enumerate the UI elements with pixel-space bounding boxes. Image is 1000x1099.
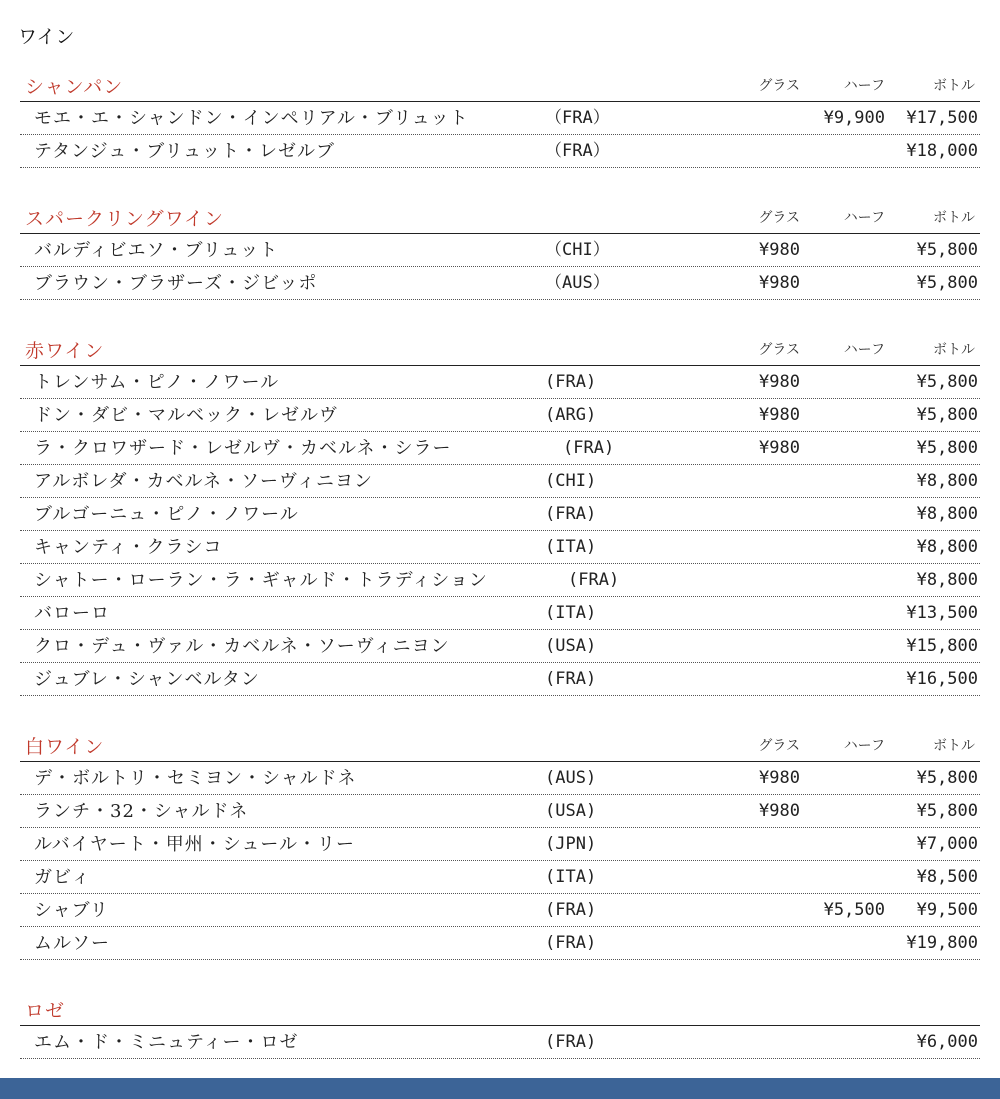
- price-bottle: ¥17,500: [906, 108, 978, 128]
- wine-country: (FRA): [545, 669, 597, 689]
- price-glass: ¥980: [759, 273, 800, 293]
- price-bottle: ¥18,000: [906, 141, 978, 161]
- wine-name: モエ・エ・シャンドン・インペリアル・ブリュット: [34, 108, 469, 129]
- page-title: ワイン: [18, 26, 75, 48]
- wine-row: [20, 597, 980, 630]
- wine-country: (ITA): [545, 537, 597, 557]
- section-rose: [20, 993, 980, 1059]
- price-glass: ¥980: [759, 405, 800, 425]
- wine-row: [20, 465, 980, 498]
- price-bottle: ¥5,800: [916, 438, 978, 458]
- footer-bar: [0, 1078, 1000, 1099]
- price-bottle: ¥5,800: [916, 768, 978, 788]
- price-bottle: ¥7,000: [916, 834, 978, 854]
- wine-name: デ・ボルトリ・セミヨン・シャルドネ: [34, 768, 357, 789]
- wine-row: [20, 894, 980, 927]
- wine-name: シャブリ: [34, 900, 109, 921]
- price-glass: ¥980: [759, 438, 800, 458]
- column-header-bottle: ボトル: [933, 738, 975, 754]
- wine-row: [20, 531, 980, 564]
- wine-row: [20, 564, 980, 597]
- wine-name: ドン・ダビ・マルベック・レゼルヴ: [34, 405, 338, 426]
- price-bottle: ¥8,800: [916, 471, 978, 491]
- column-header-half: ハーフ: [843, 738, 885, 754]
- section-title: シャンパン: [25, 76, 124, 98]
- wine-country: (AUS): [545, 768, 597, 788]
- section-white-wine: [20, 729, 980, 960]
- wine-name: バローロ: [34, 603, 110, 624]
- price-glass: ¥980: [759, 240, 800, 260]
- wine-row: [20, 135, 980, 168]
- wine-name: ムルソー: [34, 933, 110, 954]
- price-bottle: ¥15,800: [906, 636, 978, 656]
- price-bottle: ¥5,800: [916, 801, 978, 821]
- wine-country: (CHI): [545, 471, 597, 491]
- column-header-half: ハーフ: [843, 210, 885, 226]
- wine-country: （FRA）: [545, 108, 610, 128]
- column-header-glass: グラス: [758, 738, 800, 754]
- section-header: [20, 333, 980, 366]
- price-bottle: ¥8,800: [916, 504, 978, 524]
- wine-row: [20, 1026, 980, 1059]
- wine-name: ガビィ: [34, 867, 91, 888]
- price-half: ¥5,500: [823, 900, 885, 920]
- section-header: [20, 69, 980, 102]
- wine-row: [20, 762, 980, 795]
- wine-name: バルディビエソ・ブリュット: [34, 240, 279, 261]
- wine-country: (ITA): [545, 867, 597, 887]
- column-header-half: ハーフ: [843, 342, 885, 358]
- column-header-bottle: ボトル: [933, 342, 975, 358]
- column-header-glass: グラス: [758, 342, 800, 358]
- wine-row: [20, 498, 980, 531]
- wine-row: [20, 663, 980, 696]
- wine-name: テタンジュ・ブリュット・レゼルブ: [34, 141, 336, 162]
- price-glass: ¥980: [759, 801, 800, 821]
- section-header: [20, 201, 980, 234]
- wine-row: [20, 267, 980, 300]
- column-header-bottle: ボトル: [933, 210, 975, 226]
- column-header-bottle: ボトル: [933, 78, 975, 94]
- wine-name: トレンサム・ピノ・ノワール: [34, 372, 280, 393]
- price-glass: ¥980: [759, 372, 800, 392]
- price-bottle: ¥9,500: [916, 900, 978, 920]
- price-bottle: ¥6,000: [916, 1032, 978, 1052]
- wine-name: クロ・デュ・ヴァル・カベルネ・ソーヴィニヨン: [34, 636, 450, 657]
- price-glass: ¥980: [759, 768, 800, 788]
- wine-name: キャンティ・クラシコ: [34, 537, 223, 558]
- section-title: スパークリングワイン: [25, 208, 225, 230]
- wine-country: （AUS）: [545, 273, 610, 293]
- section-champagne: [20, 69, 980, 168]
- wine-name: シャトー・ローラン・ラ・ギャルド・トラディション: [34, 570, 488, 591]
- price-bottle: ¥5,800: [916, 273, 978, 293]
- wine-country: （CHI）: [545, 240, 610, 260]
- section-title: ロゼ: [25, 1000, 66, 1022]
- section-sparkling: [20, 201, 980, 300]
- price-bottle: ¥8,500: [916, 867, 978, 887]
- wine-name: アルボレダ・カベルネ・ソーヴィニヨン: [34, 471, 373, 492]
- price-half: ¥9,900: [823, 108, 885, 128]
- wine-country: (ARG): [545, 405, 597, 425]
- price-bottle: ¥8,800: [916, 570, 978, 590]
- wine-name: ブルゴーニュ・ピノ・ノワール: [34, 504, 299, 525]
- wine-row: [20, 399, 980, 432]
- section-red-wine: [20, 333, 980, 696]
- wine-country: (USA): [545, 636, 597, 656]
- wine-country: (FRA): [545, 372, 597, 392]
- wine-row: [20, 630, 980, 663]
- price-bottle: ¥19,800: [906, 933, 978, 953]
- price-bottle: ¥5,800: [916, 405, 978, 425]
- wine-country: (ITA): [545, 603, 597, 623]
- wine-country: (USA): [545, 801, 597, 821]
- section-title: 白ワイン: [25, 736, 105, 758]
- wine-row: [20, 366, 980, 399]
- column-header-glass: グラス: [758, 210, 800, 226]
- price-bottle: ¥5,800: [916, 372, 978, 392]
- wine-row: [20, 861, 980, 894]
- wine-name: エム・ド・ミニュティー・ロゼ: [34, 1032, 299, 1053]
- price-bottle: ¥13,500: [906, 603, 978, 623]
- price-bottle: ¥8,800: [916, 537, 978, 557]
- section-title: 赤ワイン: [25, 340, 105, 362]
- wine-name: ブラウン・ブラザーズ・ジビッポ: [34, 273, 318, 294]
- wine-row: [20, 102, 980, 135]
- wine-country: (FRA): [545, 1032, 597, 1052]
- section-header: [20, 993, 980, 1026]
- wine-name: ジュブレ・シャンベルタン: [34, 669, 260, 690]
- wine-country: (FRA): [568, 570, 620, 590]
- price-bottle: ¥16,500: [906, 669, 978, 689]
- column-header-half: ハーフ: [843, 78, 885, 94]
- wine-name: ランチ・32・シャルドネ: [34, 801, 249, 822]
- wine-row: [20, 432, 980, 465]
- section-header: [20, 729, 980, 762]
- price-bottle: ¥5,800: [916, 240, 978, 260]
- wine-country: (FRA): [563, 438, 615, 458]
- wine-name: ルバイヤート・甲州・シュール・リー: [34, 834, 356, 855]
- wine-row: [20, 795, 980, 828]
- wine-row: [20, 927, 980, 960]
- wine-country: (JPN): [545, 834, 597, 854]
- wine-country: (FRA): [545, 900, 597, 920]
- wine-name: ラ・クロワザード・レゼルヴ・カベルネ・シラー: [34, 438, 452, 459]
- wine-country: （FRA）: [545, 141, 610, 161]
- wine-row: [20, 828, 980, 861]
- wine-row: [20, 234, 980, 267]
- wine-country: (FRA): [545, 504, 597, 524]
- column-header-glass: グラス: [758, 78, 800, 94]
- wine-country: (FRA): [545, 933, 597, 953]
